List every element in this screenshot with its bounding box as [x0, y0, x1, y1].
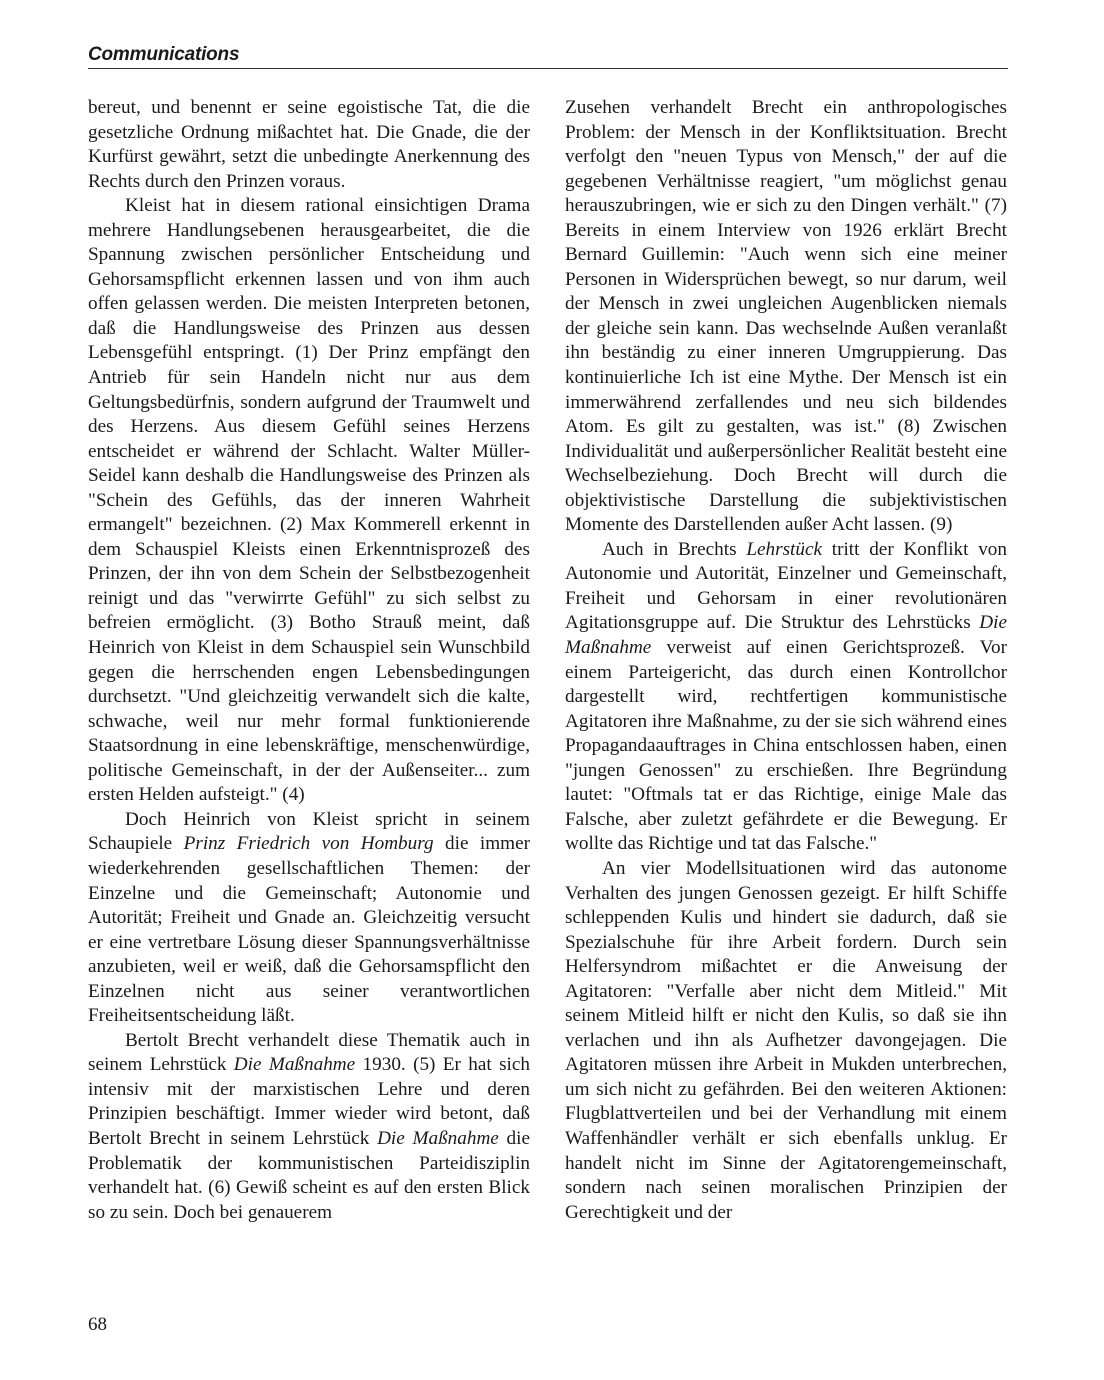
- text-run: die Problematik der kommunistischen Parteidisziplin verhandelt hat. (6) Gewiß scheint es auf den ersten Blick so zu sein. Doch bei genauerem: [88, 1127, 530, 1223]
- paragraph: An vier Modellsituationen wird das autonome Verhalten des jungen Genossen gezeigt. Er hilft Schiffe schleppenden Kulis und hindert sie dadurch, daß sie Spezialschuhe für ihre Arbeit fordern. Durch sein Helfersyndrom mißachtet er die Anweisung der Agitatoren: "Verfalle aber nicht dem Mitleid." Mit seinem Mitleid hilft er nicht den Kulis, so daß sie ihn verlachen und ihn als Aufhetzer davongejagen. Die Agitatoren müssen ihre Arbeit in Mukden unterbrechen, um sich nicht zu gefährden. Bei den weiteren Aktionen: Flugblattverteilen und bei der Verhandlung mit einem Waffenhändler verhält er sich ebenfalls unklug. Er handelt nicht im Sinne der Agitatorengemeinschaft, sondern nach seinen moralischen Prinzipien der Gerechtigkeit und der: [565, 857, 1007, 1223]
- text-run: tritt der Konflikt von Autonomie und Autorität, Einzelner und Gemeinschaft, Freiheit und Gehorsam in einer revolutionären Agitationsgruppe auf. Die Struktur des Lehrstücks: [565, 538, 1007, 634]
- work-title: Prinz Friedrich von Homburg: [183, 833, 434, 855]
- paragraph: Zusehen verhandelt Brecht ein anthropologisches Problem: der Mensch in der Konfliktsituation. Brecht verfolgt den "neuen Typus von Mensch," der auf die gegebenen Verhältnisse reagiert, "um möglichst genau herauszubringen, wie er sich zu den Dingen verhält." (7) Bereits in einem Interview von 1926 erklärt Brecht Bernard Guillemin: "Auch wenn sich eine meiner Personen in Widersprüchen bewegt, so nur darum, weil der Mensch in zwei ungleichen Augenblicken niemals der gleiche sein kann. Das wechselnde Außen veranlaßt ihn beständig zu einer inneren Umgruppierung. Das kontinuierliche Ich ist eine Mythe. Der Mensch ist ein immerwährend zerfallendes und neu sich bildendes Atom. Es gilt zu gestalten, was ist." (8) Zwischen Individualität und außerpersönlicher Realität besteht eine Wechselbeziehung. Doch Brecht will durch die objektivistische Darstellung die subjektivistischen Momente des Darstellenden außer Acht lassen. (9): [565, 97, 1007, 536]
- running-header: [88, 44, 1008, 69]
- paragraph: [565, 538, 1007, 857]
- paragraph: Kleist hat in diesem rational einsichtigen Drama mehrere Handlungsebenen herausgearbeitet, die die Spannung zwischen persönlicher Entscheidung und Gehorsamspflicht erkennen lassen und von ihm auch offen gelassen werden. Die meisten Interpreten betonen, daß die Handlungsweise des Prinzen aus dessen Lebensgefühl entspringt. (1) Der Prinz empfängt den Antrieb für sein Handeln nicht nur aus dem Geltungsbedürfnis, sondern aufgrund der Traumwelt und des Herzens. Aus diesem Gefühl seines Herzens entscheidet er während der Schlacht. Walter Müller-Seidel kann deshalb die Handlungsweise des Prinzen als "Schein des Gefühls, das der inneren Wahrheit ermangelt" bezeichnen. (2) Max Kommerell erkennt in dem Schauspiel Kleists einen Erkenntnisprozeß des Prinzen, der ihn von dem Schein der Selbstbezogenheit reinigt und das "verwirrte Gefühl" zu sich selbst zu befreien ermöglicht. (3) Botho Strauß meint, daß Heinrich von Kleist in dem Schauspiel sein Wunschbild gegen die herrschenden engen Lebensbedingungen durchsetzt. "Und gleichzeitig verwandelt sich die kalte, schwache, weil nur mehr formal funktionierende Staatsordnung in eine lebenskräftige, menschenwürdige, politische Gemeinschaft, in der der Außenseiter... zum ersten Helden aufsteigt." (4): [88, 195, 530, 806]
- journal-title: Communications: [88, 44, 240, 65]
- work-title: Die Maßnahme: [377, 1127, 499, 1149]
- work-title: Lehrstück: [746, 538, 823, 560]
- text-run: verweist auf einen Gerichtsprozeß. Vor einem Parteigericht, das durch einen Kontrollchor dargestellt wird, rechtfertigen kommunistische Agitatoren ihre Maßnahme, zu der sie sich während eines Propagandaauftrages in China entschlossen haben, einen "jungen Genossen" zu erschießen. Ihre Begründung lautet: "Oftmals tat er das Richtige, einige Male das Falsche, aber zuletzt gefährdete er die Bewegung. Er wollte das Richtige und tat das Falsche.": [565, 637, 1007, 855]
- work-title: Die Maßnahme: [565, 612, 1007, 659]
- paragraph: [88, 1029, 530, 1225]
- text-run: Bertolt Brecht verhandelt diese Thematik auch in seinem Lehrstück: [88, 1029, 530, 1076]
- paragraph: bereut, und benennt er seine egoistische Tat, die die gesetzliche Ordnung mißachtet hat. Die Gnade, die der Kurfürst gewährt, setzt die unbedingte Anerkennung des Rechts durch den Prinzen voraus.: [88, 97, 530, 192]
- work-title: Die Maßnahme: [233, 1054, 356, 1076]
- left-column: [88, 96, 530, 1225]
- text-run: Auch in Brechts: [602, 538, 747, 560]
- paragraph: [88, 808, 530, 1029]
- right-column: [565, 96, 1007, 1225]
- text-run: 1930. (5) Er hat sich intensiv mit der marxistischen Lehre und deren Prinzipien beschäftigt. Immer wieder wird betont, daß Bertolt Brecht in seinem Lehrstück: [88, 1054, 530, 1149]
- text-run: die immer wiederkehrenden gesellschaftlichen Themen: der Einzelne und die Gemeinschaft; Autonomie und Autorität; Freiheit und Gnade an. Gleichzeitig versucht er eine vertretbare Lösung dieser Spannungsverhältnisse anzubieten, weil er weiß, daß die Gehorsamspflicht den Einzelnen nicht aus seiner verantwortlichen Freiheitsentscheidung läßt.: [88, 833, 530, 1027]
- text-run: Doch Heinrich von Kleist spricht in seinem Schaupiele: [88, 808, 530, 855]
- page-number: 68: [88, 1314, 107, 1335]
